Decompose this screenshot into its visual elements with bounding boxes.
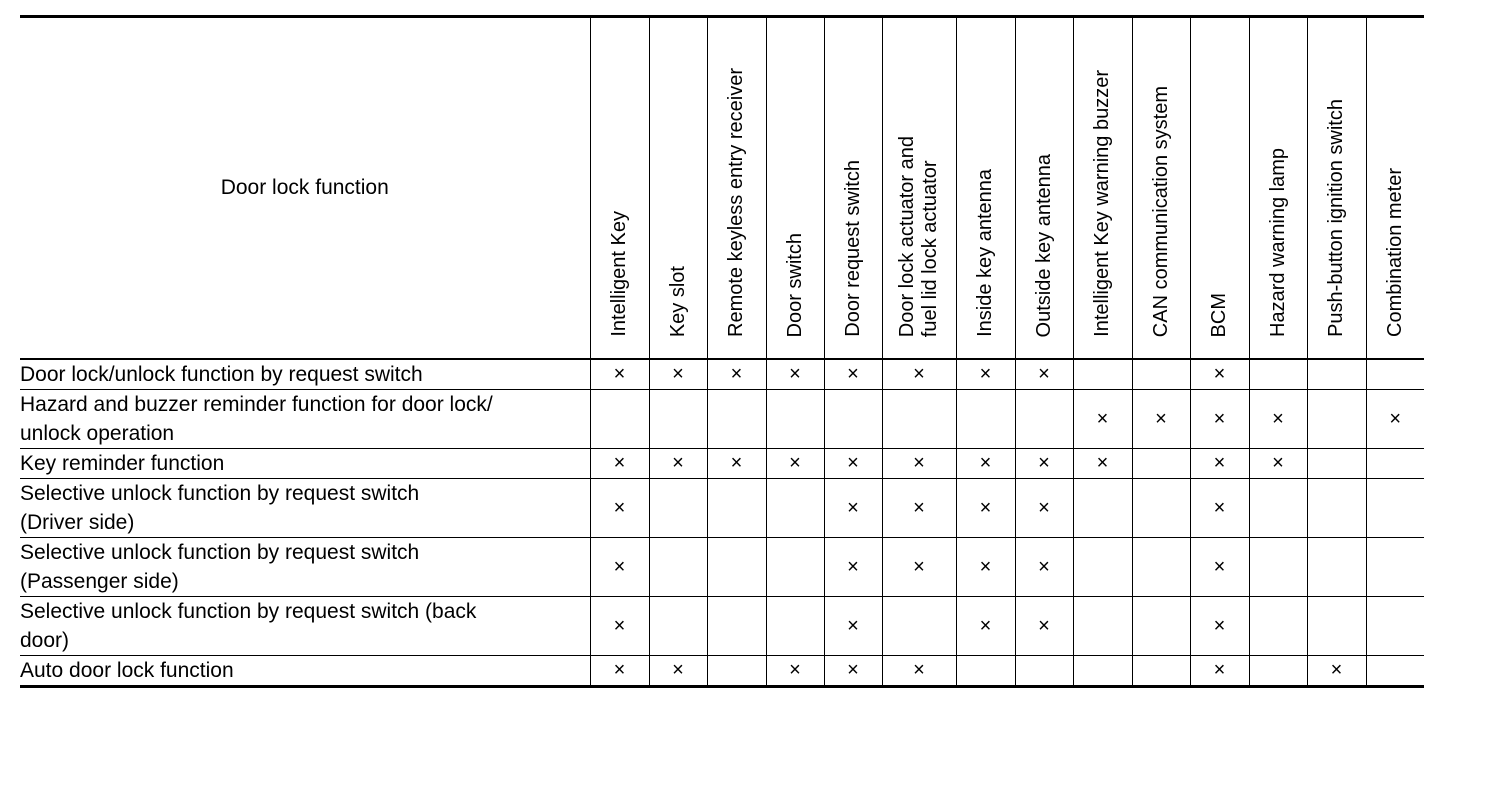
column-header-inside-key-antenna <box>956 17 1015 360</box>
check-mark-cell: × <box>649 656 707 687</box>
check-mark-cell: × <box>956 479 1015 538</box>
empty-cell <box>1307 359 1366 390</box>
column-header-door-request-switch <box>824 17 882 360</box>
check-mark-cell: × <box>824 597 882 656</box>
empty-cell <box>766 390 824 449</box>
empty-cell <box>1132 359 1190 390</box>
column-header-hazard-warning-lamp <box>1249 17 1307 360</box>
check-mark-cell: × <box>1015 597 1073 656</box>
column-header-label: Combination meter <box>1383 168 1406 337</box>
column-header-bcm <box>1190 17 1249 360</box>
empty-cell <box>1366 449 1424 479</box>
table-row <box>20 449 1424 479</box>
empty-cell <box>956 656 1015 687</box>
column-header-label: Outside key antenna <box>1032 153 1055 337</box>
empty-cell <box>649 538 707 597</box>
column-header-can-communication-system <box>1132 17 1190 360</box>
empty-cell <box>1366 359 1424 390</box>
check-mark-cell: × <box>766 656 824 687</box>
column-header-door-lock-actuator-and-fuel-lid-lock-actuator <box>882 17 956 360</box>
column-header-label: Door switch <box>783 232 806 337</box>
column-header-intelligent-key <box>590 17 649 360</box>
column-header-label: Hazard warning lamp <box>1266 148 1289 337</box>
check-mark-cell: × <box>882 656 956 687</box>
column-header-combination-meter <box>1366 17 1424 360</box>
door-lock-function-header: Door lock function <box>20 17 590 360</box>
check-mark-cell: × <box>1132 390 1190 449</box>
empty-cell <box>649 479 707 538</box>
empty-cell <box>1015 390 1073 449</box>
check-mark-cell: × <box>590 359 649 390</box>
function-name: Selective unlock function by request switch (Passenger side) <box>20 538 590 597</box>
empty-cell <box>1307 449 1366 479</box>
door-lock-function-matrix <box>20 15 1424 688</box>
check-mark-cell: × <box>1190 656 1249 687</box>
check-mark-cell: × <box>1366 390 1424 449</box>
matrix-body <box>20 359 1424 687</box>
empty-cell <box>1307 538 1366 597</box>
function-name: Door lock/unlock function by request switch <box>20 359 590 390</box>
check-mark-cell: × <box>766 449 824 479</box>
empty-cell <box>1132 449 1190 479</box>
check-mark-cell: × <box>956 597 1015 656</box>
check-mark-cell: × <box>1015 479 1073 538</box>
check-mark-cell: × <box>824 479 882 538</box>
empty-cell <box>1132 597 1190 656</box>
check-mark-cell: × <box>1190 538 1249 597</box>
empty-cell <box>1132 479 1190 538</box>
function-name: Selective unlock function by request switch (Driver side) <box>20 479 590 538</box>
column-header-label: Door lock actuator and fuel lid lock actuator <box>896 135 941 337</box>
empty-cell <box>1073 597 1132 656</box>
empty-cell <box>824 390 882 449</box>
check-mark-cell: × <box>824 359 882 390</box>
empty-cell <box>1307 479 1366 538</box>
empty-cell <box>1366 656 1424 687</box>
check-mark-cell: × <box>1190 359 1249 390</box>
empty-cell <box>766 479 824 538</box>
check-mark-cell: × <box>1190 479 1249 538</box>
table-row <box>20 597 1424 656</box>
empty-cell <box>1249 538 1307 597</box>
check-mark-cell: × <box>1249 390 1307 449</box>
column-header-label: Push-button ignition switch <box>1325 99 1347 337</box>
empty-cell <box>1366 479 1424 538</box>
check-mark-cell: × <box>824 538 882 597</box>
check-mark-cell: × <box>956 449 1015 479</box>
empty-cell <box>1366 597 1424 656</box>
empty-cell <box>1073 656 1132 687</box>
empty-cell <box>707 390 766 449</box>
check-mark-cell: × <box>1015 449 1073 479</box>
column-header-label: Door request switch <box>841 160 864 337</box>
check-mark-cell: × <box>1249 449 1307 479</box>
empty-cell <box>1132 538 1190 597</box>
check-mark-cell: × <box>1190 390 1249 449</box>
column-header-key-slot <box>649 17 707 360</box>
empty-cell <box>1015 656 1073 687</box>
empty-cell <box>1073 359 1132 390</box>
check-mark-cell: × <box>590 597 649 656</box>
check-mark-cell: × <box>590 449 649 479</box>
check-mark-cell: × <box>956 538 1015 597</box>
empty-cell <box>707 538 766 597</box>
check-mark-cell: × <box>1307 656 1366 687</box>
check-mark-cell: × <box>766 359 824 390</box>
column-header-door-switch <box>766 17 824 360</box>
empty-cell <box>707 656 766 687</box>
empty-cell <box>1249 656 1307 687</box>
table-row <box>20 656 1424 687</box>
check-mark-cell: × <box>882 538 956 597</box>
empty-cell <box>707 597 766 656</box>
check-mark-cell: × <box>649 449 707 479</box>
check-mark-cell: × <box>824 656 882 687</box>
empty-cell <box>766 597 824 656</box>
check-mark-cell: × <box>882 449 956 479</box>
check-mark-cell: × <box>882 479 956 538</box>
column-header-label: Key slot <box>666 265 689 337</box>
empty-cell <box>1366 538 1424 597</box>
empty-cell <box>882 390 956 449</box>
function-name: Key reminder function <box>20 449 590 479</box>
empty-cell <box>766 538 824 597</box>
column-header-label: Remote keyless entry receiver <box>725 68 747 337</box>
function-name: Hazard and buzzer reminder function for door lock/ unlock operation <box>20 390 590 449</box>
empty-cell <box>649 597 707 656</box>
empty-cell <box>1073 479 1132 538</box>
function-name: Selective unlock function by request switch (back door) <box>20 597 590 656</box>
check-mark-cell: × <box>707 449 766 479</box>
column-header-label: CAN communication system <box>1149 85 1172 337</box>
check-mark-cell: × <box>1190 597 1249 656</box>
column-header-intelligent-key-warning-buzzer <box>1073 17 1132 360</box>
check-mark-cell: × <box>590 479 649 538</box>
empty-cell <box>1249 359 1307 390</box>
column-header-remote-keyless-entry-receiver <box>707 17 766 360</box>
empty-cell <box>1307 597 1366 656</box>
check-mark-cell: × <box>956 359 1015 390</box>
check-mark-cell: × <box>1073 449 1132 479</box>
column-header-label: Inside key antenna <box>974 169 996 337</box>
empty-cell <box>1073 538 1132 597</box>
check-mark-cell: × <box>882 359 956 390</box>
table-row <box>20 479 1424 538</box>
column-header-push-button-ignition-switch <box>1307 17 1366 360</box>
empty-cell <box>707 479 766 538</box>
empty-cell <box>882 597 956 656</box>
column-header-label: Intelligent Key warning buzzer <box>1091 70 1113 337</box>
check-mark-cell: × <box>590 656 649 687</box>
function-name: Auto door lock function <box>20 656 590 687</box>
check-mark-cell: × <box>1015 359 1073 390</box>
empty-cell <box>649 390 707 449</box>
empty-cell <box>590 390 649 449</box>
column-header-label: BCM <box>1208 292 1230 337</box>
empty-cell <box>1249 597 1307 656</box>
empty-cell <box>1249 479 1307 538</box>
check-mark-cell: × <box>649 359 707 390</box>
table-row <box>20 390 1424 449</box>
column-header-label: Intelligent Key <box>608 211 630 337</box>
table-row <box>20 538 1424 597</box>
empty-cell <box>956 390 1015 449</box>
column-header-outside-key-antenna <box>1015 17 1073 360</box>
header-row <box>20 17 1424 360</box>
check-mark-cell: × <box>1190 449 1249 479</box>
empty-cell <box>1132 656 1190 687</box>
check-mark-cell: × <box>1073 390 1132 449</box>
table-row <box>20 359 1424 390</box>
check-mark-cell: × <box>1015 538 1073 597</box>
empty-cell <box>1307 390 1366 449</box>
check-mark-cell: × <box>824 449 882 479</box>
check-mark-cell: × <box>707 359 766 390</box>
check-mark-cell: × <box>590 538 649 597</box>
